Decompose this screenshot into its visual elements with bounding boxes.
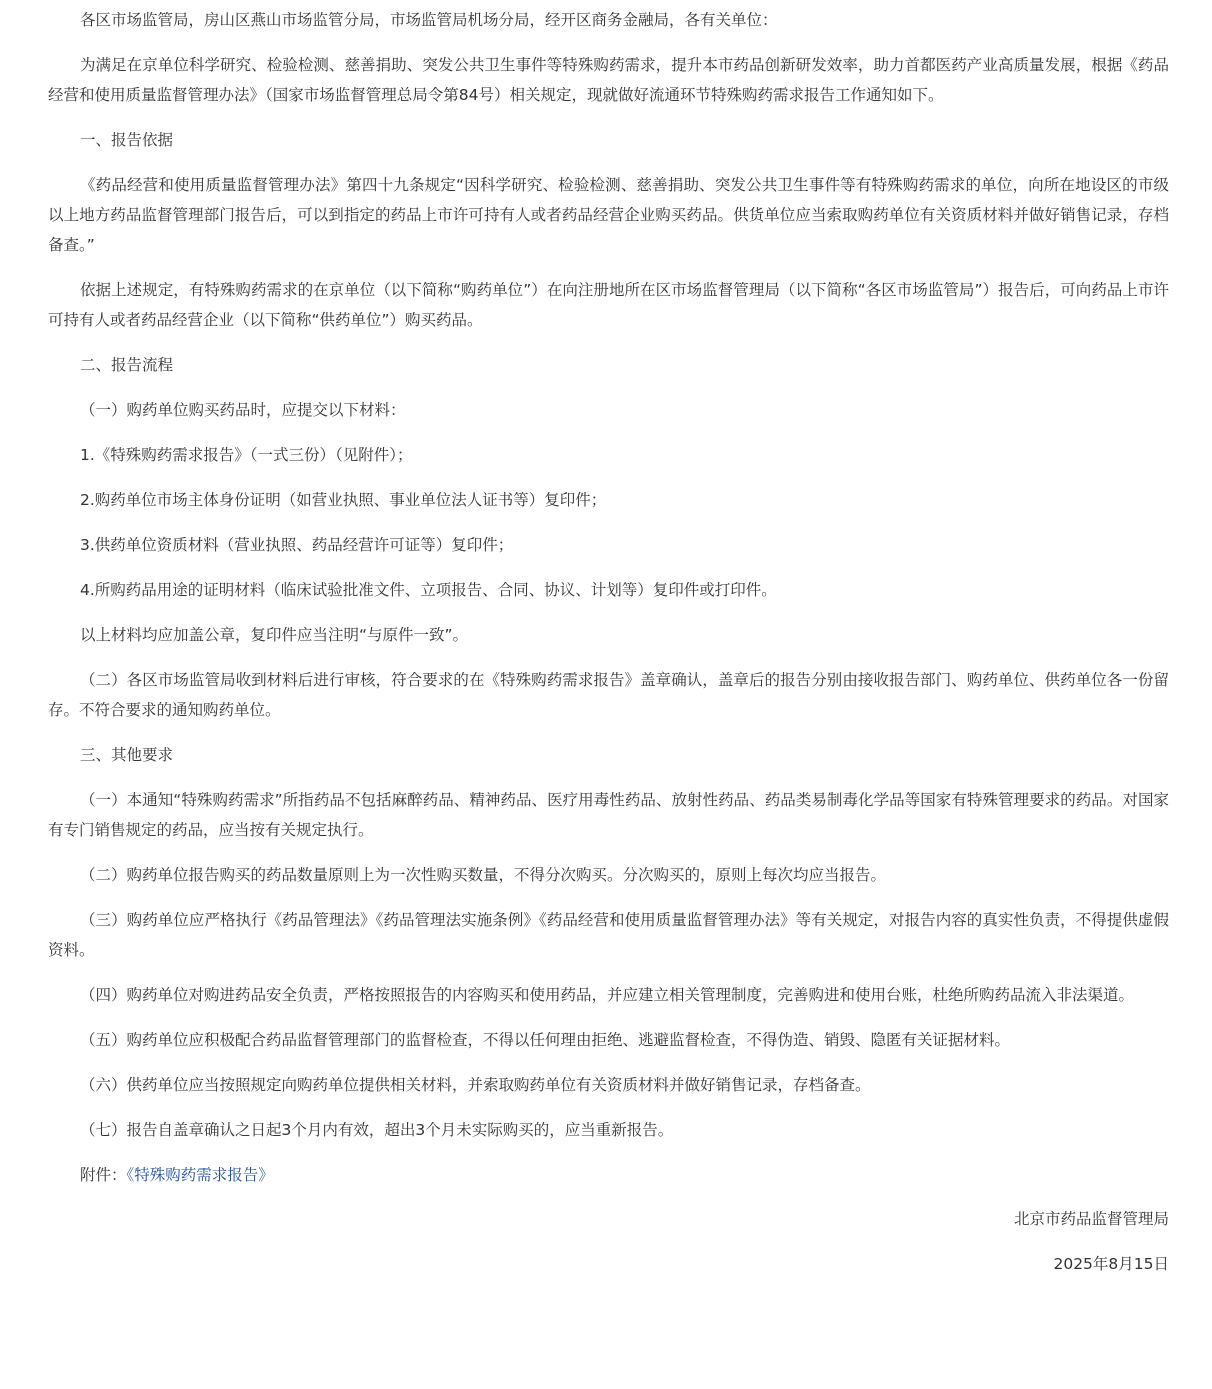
attachment-link[interactable]: 《特殊购药需求报告》 bbox=[126, 1166, 274, 1184]
process-sub-1: （一）购药单位购买药品时，应提交以下材料： bbox=[80, 401, 406, 419]
basis-paragraph-2: 依据上述规定，有特殊购药需求的在京单位（以下简称“购药单位”）在向注册地所在区市场监督管理局（以下简称“各区市场监管局”）报告后，可向药品上市许可持有人或者药品经营企业（以下简称“供药单位”）购买药品。 bbox=[48, 281, 1169, 329]
requirement-item: （三）购药单位应严格执行《药品管理法》《药品管理法实施条例》《药品经营和使用质量监督管理办法》等有关规定，对报告内容的真实性负责，不得提供虚假资料。 bbox=[48, 911, 1169, 959]
material-item: 3.供药单位资质材料（营业执照、药品经营许可证等）复印件； bbox=[80, 536, 514, 554]
seal-note: 以上材料均应加盖公章，复印件应当注明“与原件一致”。 bbox=[80, 626, 469, 644]
requirement-item: （二）购药单位报告购买的药品数量原则上为一次性购买数量，不得分次购买。分次购买的，原则上每次均应当报告。 bbox=[80, 866, 887, 884]
intro-paragraph: 为满足在京单位科学研究、检验检测、慈善捐助、突发公共卫生事件等特殊购药需求，提升本市药品创新研发效率，助力首都医药产业高质量发展，根据《药品经营和使用质量监督管理办法》（国家市场监督管理总局令第84号）相关规定，现就做好流通环节特殊购药需求报告工作通知如下。 bbox=[48, 56, 1169, 104]
material-item: 1.《特殊购药需求报告》（一式三份）（见附件）； bbox=[80, 446, 413, 464]
salutation: 各区市场监管局，房山区燕山市场监管分局，市场监管局机场分局，经开区商务金融局，各有关单位： bbox=[80, 11, 778, 29]
requirement-item: （一）本通知“特殊购药需求”所指药品不包括麻醉药品、精神药品、医疗用毒性药品、放射性药品、药品类易制毒化学品等国家有特殊管理要求的药品。对国家有专门销售规定的药品，应当按有关规定执行。 bbox=[48, 791, 1169, 839]
requirement-item: （四）购药单位对购进药品安全负责，严格按照报告的内容购买和使用药品，并应建立相关管理制度，完善购进和使用台账，杜绝所购药品流入非法渠道。 bbox=[80, 986, 1135, 1004]
requirement-item: （六）供药单位应当按照规定向购药单位提供相关材料，并索取购药单位有关资质材料并做好销售记录，存档备查。 bbox=[80, 1076, 871, 1094]
section-heading-process: 二、报告流程 bbox=[80, 356, 174, 374]
basis-paragraph-1: 《药品经营和使用质量监督管理办法》第四十九条规定“因科学研究、检验检测、慈善捐助、突发公共卫生事件等有特殊购药需求的单位，向所在地设区的市级以上地方药品监督管理部门报告后，可以到指定的药品上市许可持有人或者药品经营企业购买药品。供货单位应当索取购药单位有关资质材料并做好销售记录，存档备查。” bbox=[48, 176, 1169, 254]
material-item: 2.购药单位市场主体身份证明（如营业执照、事业单位法人证书等）复印件； bbox=[80, 491, 607, 509]
notice-document bbox=[48, 5, 1169, 1205]
attachment-line bbox=[48, 1160, 1169, 1190]
section-heading-other: 三、其他要求 bbox=[80, 746, 174, 764]
signature-org: 北京市药品监督管理局 bbox=[1013, 1210, 1169, 1228]
attachment-label: 附件： bbox=[80, 1166, 127, 1184]
section-heading-basis: 一、报告依据 bbox=[80, 131, 174, 149]
material-item: 4.所购药品用途的证明材料（临床试验批准文件、立项报告、合同、协议、计划等）复印件或打印件。 bbox=[80, 581, 777, 599]
requirement-item: （七）报告自盖章确认之日起3个月内有效，超出3个月未实际购买的，应当重新报告。 bbox=[80, 1121, 674, 1139]
process-sub-2: （二）各区市场监管局收到材料后进行审核，符合要求的在《特殊购药需求报告》盖章确认，盖章后的报告分别由接收报告部门、购药单位、供药单位各一份留存。不符合要求的通知购药单位。 bbox=[48, 671, 1169, 719]
requirement-item: （五）购药单位应积极配合药品监督管理部门的监督检查，不得以任何理由拒绝、逃避监督检查，不得伪造、销毁、隐匿有关证据材料。 bbox=[80, 1031, 1011, 1049]
signature-date: 2025年8月15日 bbox=[1053, 1255, 1169, 1273]
